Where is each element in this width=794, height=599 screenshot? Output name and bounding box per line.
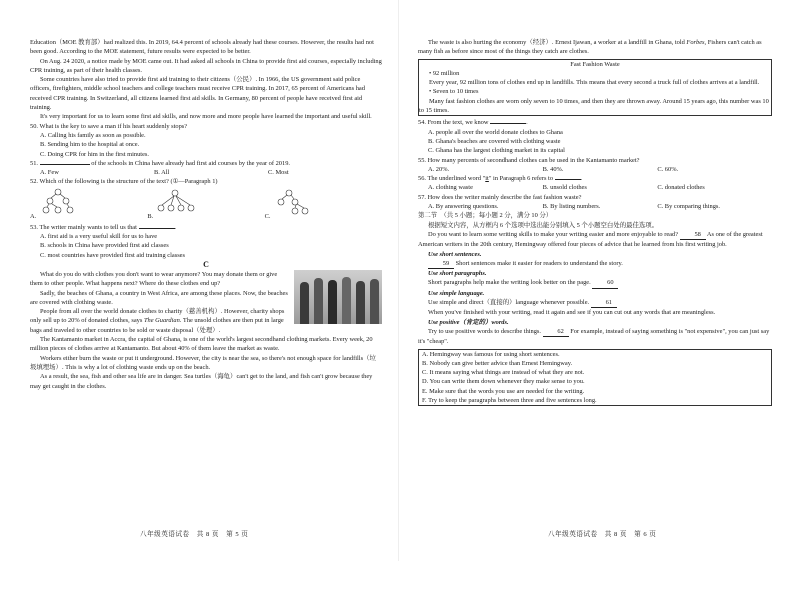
question-text: 56. The underlined word " (418, 175, 486, 183)
text: The waste is also hurting the economy（经济）. Ernest Ijawan, a worker at a landfill in Ghana, told (428, 39, 685, 46)
option: D. You can write them down whenever they make sense to you. (422, 378, 585, 386)
diagram-b-graphic (147, 188, 207, 222)
subheading: Use simple language. (428, 289, 485, 297)
model-figure (370, 279, 379, 324)
box-title: Fast Fashion Waste (570, 60, 620, 68)
option: C. most countries have provided first aid training classes (40, 251, 185, 259)
section-heading: 第二节 （共 5 小题；每小题 2 分，满分 10 分） (418, 212, 553, 220)
option: C. donated clothes (657, 184, 705, 192)
model-figure (356, 281, 365, 324)
blank-61: 61 (591, 298, 617, 308)
subheading: Use short sentences. (428, 250, 482, 258)
option: C. (264, 213, 271, 221)
paragraph: On Aug. 24 2020, a notice made by MOE came out. It had asked all schools in China to provide first aid courses, especially including CPR training, as part of their health classes. (30, 57, 382, 74)
question-number: 51. (30, 159, 38, 167)
diagram-b (147, 188, 264, 222)
diagram-a-graphic (30, 188, 90, 222)
paragraph: It's very important for us to learn some first aid skills, and now more and more people have learned the important and useful skill. (40, 113, 372, 121)
diagram-c-graphic (265, 188, 325, 222)
paragraph (418, 230, 772, 250)
box-line: Every year, 92 million tons of clothes end up in landfills. This means that every second a truck full of clothes arrives at a landfill. (429, 79, 760, 87)
runway-photo (294, 270, 382, 324)
question-55: 55. How many percents of secondhand clothes can be used in the Kantamanto market? (418, 156, 640, 164)
page-gutter (398, 0, 399, 561)
blank-60: 60 (592, 278, 618, 288)
source-name: The Guardian (143, 317, 180, 325)
model-figure (300, 282, 309, 324)
option: A. Calling his family as soon as possible. (40, 131, 146, 139)
option: F. Try to keep the paragraphs between three and five sentences long. (422, 396, 597, 404)
text: . The unsold clothes are then put in large bags and traveled to other countries to be sold or waste disposal（处理）. (30, 317, 284, 334)
option: B. (147, 213, 154, 221)
blank-58: 58 (680, 230, 706, 240)
blank-59: 59 (428, 259, 454, 269)
option: A. Few (40, 169, 59, 177)
question-text: 53. The writer mainly wants to tell us that (30, 223, 137, 231)
option: C. 60%. (657, 165, 679, 173)
option: C. By comparing things. (657, 203, 721, 211)
subheading: Use short paragraphs. (428, 270, 487, 278)
option: B. Nobody can give better advice than Ernest Hemingway. (422, 359, 573, 367)
text: Short paragraphs help make the writing look better on the page. (428, 279, 591, 287)
option: B. unsold clothes (542, 184, 587, 192)
option: E. Make sure that the words you use are needed for the writing. (422, 387, 585, 395)
question-57: 57. How does the writer mainly describe the fast fashion waste? (418, 193, 582, 201)
option: A. clothing waste (428, 184, 473, 192)
question-51 (30, 159, 382, 168)
left-page (30, 0, 382, 599)
option: A. Hemingway was famous for using short sentences. (422, 350, 560, 358)
options-row (418, 183, 772, 192)
paragraph (418, 298, 772, 308)
question-text: " in Paragraph 6 refers to (488, 175, 554, 183)
option: A. 20%. (428, 165, 450, 173)
option: A. people all over the world donate clothes to Ghana (428, 128, 563, 136)
right-page (418, 0, 772, 599)
source-name: Forbes (686, 39, 705, 46)
blank-62: 62 (543, 327, 569, 337)
answer-blank (555, 179, 581, 180)
option: B. Sending him to the hospital at once. (40, 141, 140, 149)
paragraph: What do you do with clothes you don't want to wear anymore? You may donate them or give them to other people. What happens next? Where do these clothes end up? (30, 270, 278, 288)
text: As one of the greatest American writers in the 20th century, Hemingway offered four pieces of advice that he learned from his first writing job. (418, 230, 763, 249)
answer-blank (40, 164, 90, 165)
model-figure (314, 278, 323, 324)
paragraph: Education（MOE 教育部）had realized this. In 2019, 64.4 percent of schools already had these courses. However, the results had not been good. According to the MOE statement, future results were expected to be better. (30, 39, 374, 56)
fast-fashion-box (418, 59, 772, 117)
structure-diagrams (30, 188, 382, 222)
paragraph: Some countries have also tried to provide first aid training to their citizens（公民）. In 1966, the US government said police officers, firefighters, middle school teachers and college teachers must receive CPR training. In 2017, 65 percent of Americans had received CPR training. In Switzerland, all citizens learned first aid skills. In Germany, 80 percent of people have received first aid training. (30, 76, 365, 112)
paragraph: As a result, the sea, fish and other sea life are in danger. Sea turtles（海龟）can't get to the land, and fish can't grow because they may get caught in the clothes. (30, 373, 373, 390)
paragraph (418, 278, 772, 288)
paragraph: The Kantamanto market in Accra, the capital of Ghana, is one of the world's largest secondhand clothing markets. Every week, 20 million pieces of clothes arrive at Kantamanto. But about 40% of them leave the market as waste. (30, 336, 373, 353)
question-52: 52. Which of the following is the structure of the text? (①—Paragraph 1) (30, 178, 218, 186)
option: C. Ghana has the largest clothing market in its capital (428, 147, 565, 155)
text: For example, instead of saying something is "not expensive", you can just say it's "cheap". (418, 327, 770, 346)
diagram-a (30, 188, 147, 222)
paragraph (418, 259, 772, 269)
option: C. Most (268, 169, 289, 177)
model-figure (342, 277, 351, 324)
subheading: Use positive（肯定的）words. (428, 318, 509, 326)
options-row (30, 168, 382, 177)
paragraph: When you've finished with your writing, read it again and see if you can cut out any words that are meaningless. (428, 309, 716, 317)
paragraph (418, 327, 772, 347)
answer-blank (490, 123, 526, 124)
section-heading: C (203, 259, 209, 269)
model-figure (328, 280, 337, 324)
paragraph: Workers either burn the waste or put it underground. However, the city is near the sea, so there's not enough space for landfills（垃圾填埋场）. This is why a lot of clothing waste ends up on the beach. (30, 354, 376, 371)
question-text: of the schools in China have already had first aid courses by the year of 2019. (91, 159, 290, 167)
answer-blank (139, 228, 175, 229)
question-53: 53. The writer mainly wants to tell us that . (30, 223, 177, 231)
question-50: 50. What is the key to save a man if his heart suddenly stops? (30, 122, 188, 130)
option: B. All (154, 169, 170, 177)
underlined-word: it (485, 175, 489, 183)
question-54: 54. From the text, we know . (418, 119, 528, 127)
paragraph: Sadly, the beaches of Ghana, a country in West Africa, are among these places. Now, the beaches are covered with clothing waste. (30, 289, 288, 306)
option: C. Doing CPR for him in the first minutes. (40, 150, 149, 158)
paragraph (418, 38, 772, 57)
text: People from all over the world donate clothes to charity（慈善机构）. However, charity shops only sell up to 20% of donated clothes, says (30, 308, 285, 325)
options-row (418, 165, 772, 174)
option: B. Ghana's beaches are covered with clothing waste (428, 137, 561, 145)
box-line: • 92 million (429, 69, 460, 77)
option: A. (30, 213, 37, 221)
box-line: • Seven to 10 times (429, 88, 479, 96)
text: , Fishers can't catch as many fish as before since most of the things they catch are clothes. (418, 39, 762, 56)
option: A. By answering questions. (428, 203, 499, 211)
option: B. By listing numbers. (542, 203, 601, 211)
text: Short sentences make it easier for readers to understand the story. (455, 259, 623, 267)
options-row (418, 202, 772, 211)
question-56: 56. The underlined word "it" in Paragraph 6 refers to . (418, 175, 583, 183)
text: Do you want to learn some writing skills to make your writing easier and more enjoyable to read? (428, 230, 679, 238)
question-text: 54. From the text, we know (418, 119, 489, 127)
page-footer: 八年级英语试卷 共 8 页 第 6 页 (548, 531, 657, 538)
option: C. It means saying what things are instead of what they are not. (422, 369, 585, 377)
options-box (418, 349, 772, 407)
diagram-c (265, 188, 382, 222)
option: B. schools in China have provided first aid classes (40, 242, 169, 250)
option: B. 40%. (542, 165, 564, 173)
option: A. first aid is a very useful skill for us to have (40, 233, 158, 241)
box-line: Many fast fashion clothes are worn only seven to 10 times, and then they are thrown away. Around 15 years ago, this number was 10 to 15 times. (419, 97, 769, 115)
text: Try to use positive words to describe things. (428, 327, 542, 335)
section-instruction: 根据短文内容，从方框内 6 个选项中选出能分别填入 5 个小题空白处的最佳选项。 (428, 221, 659, 229)
text: Use simple and direct（直接的）language whenever possible. (428, 299, 590, 307)
page-footer: 八年级英语试卷 共 8 页 第 5 页 (140, 531, 249, 538)
